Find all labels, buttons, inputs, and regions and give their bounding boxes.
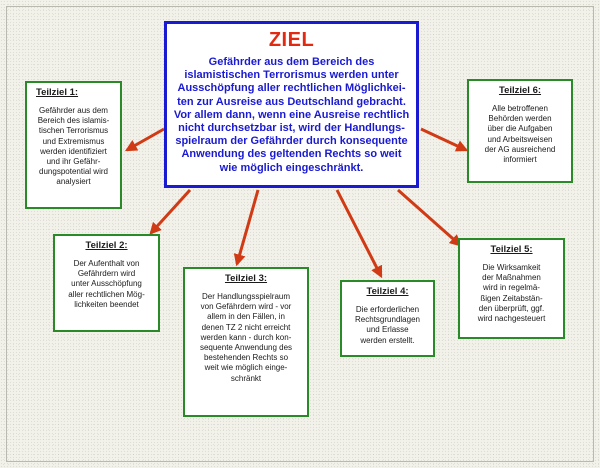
goal-box [164,21,419,188]
teilziel-6-box [467,79,573,183]
goal-line: Ausschöpfung aller rechtlichen Möglichkei- [177,82,406,95]
goal-text [173,56,410,175]
teilziel-5-line: ßigen Zeitabstän- [480,293,543,303]
teilziel-3-line: allem in den Fällen, in [207,312,285,322]
teilziel-2-line: Gefährdern wird [77,269,136,279]
teilziel-1-line: und ihr Gefähr- [46,157,101,167]
teilziel-3-line: Der Handlungsspielraum [201,292,291,301]
teilziel-6-text [475,104,565,165]
arrow-to-teilziel-6 [421,129,466,150]
teilziel-1-line: analysiert [56,177,91,187]
teilziel-3-line: bestehenden Rechts so [203,353,289,363]
teilziel-2-line: Der Aufenthalt von [73,259,140,268]
teilziel-5-text [466,263,557,324]
teilziel-6-line: Behörden werden [488,114,552,124]
teilziel-3-line: denen TZ 2 nicht erreicht [201,322,291,332]
teilziel-2-line: unter Ausschöpfung [71,279,142,289]
arrow-to-teilziel-5 [398,190,460,245]
teilziel-1-text [33,106,114,188]
teilziel-6-heading: Teilziel 6: [498,85,542,96]
teilziel-5-heading: Teilziel 5: [490,244,533,255]
teilziel-2-text [61,259,152,310]
teilziel-6-line: Alle betroffenen [492,104,548,113]
goal-line: spielraum der Gefährder durch konsequente [175,135,408,148]
goal-line: Anwendung des geltenden Rechts so weit [181,148,402,161]
goal-line: wie möglich eingeschränkt. [219,161,364,174]
goal-title: ZIEL [268,29,315,51]
teilziel-1-box [25,81,122,209]
teilziel-5-line: Die Wirksamkeit [482,263,541,272]
teilziel-4-text [348,305,427,346]
teilziel-1-line: werden identifiziert [40,146,107,156]
teilziel-3-heading: Teilziel 3: [224,273,268,284]
teilziel-1-line: Gefährder aus dem [39,106,108,115]
teilziel-5-line: den überprüft, ggf. [478,303,545,313]
teilziel-1-heading: Teilziel 1: [36,87,79,98]
teilziel-3-box [183,267,309,417]
goal-line: Gefährder aus dem Bereich des [208,56,375,68]
goal-line: islamistischen Terrorismus werden unter [184,69,399,82]
teilziel-1-line: dungspotential wird [39,167,108,177]
teilziel-3-line: schränkt [230,373,262,383]
arrow-to-teilziel-2 [151,190,190,233]
teilziel-3-line: werden kann - durch kon- [200,332,292,342]
teilziel-6-line: über die Aufgaben [487,124,553,134]
teilziel-4-line: und Erlasse [366,325,409,335]
teilziel-2-line: aller rechtlichen Mög- [68,289,145,299]
teilziel-3-line: von Gefährdern wird - vor [200,302,292,312]
teilziel-6-line: und Arbeitsweisen [487,134,553,144]
goal-line: nicht durchsetzbar ist, wird der Handlungs- [178,122,405,135]
teilziel-5-line: der Maßnahmen [482,273,541,283]
teilziel-2-line: lichkeiten beendet [74,299,139,309]
teilziel-5-line: wird nachgesteuert [477,314,546,324]
teilziel-3-text [191,292,301,384]
teilziel-6-line: der AG ausreichend [484,144,556,154]
teilziel-4-box [340,280,435,357]
teilziel-3-line: sequente Anwendung des [199,343,293,353]
arrow-to-teilziel-4 [337,190,381,276]
teilziel-6-line: informiert [503,155,537,165]
teilziel-1-line: Bereich des islamis- [37,116,110,126]
teilziel-4-line: werden erstellt. [360,335,415,345]
arrow-to-teilziel-3 [237,190,258,264]
arrow-to-teilziel-1 [127,129,164,150]
teilziel-4-line: Die erforderlichen [355,305,420,314]
goal-line: ten zur Ausreise aus Deutschland gebracht. [177,95,406,108]
teilziel-3-line: weit wie möglich einge- [204,363,288,373]
teilziel-1-line: und Extremismus [42,136,105,146]
teilziel-4-heading: Teilziel 4: [366,286,409,297]
goal-line: Vor allem dann, wenn eine Ausreise rechtlich [173,108,410,121]
teilziel-5-box [458,238,565,339]
teilziel-1-line: tischen Terrorismus [38,126,109,136]
teilziel-2-box [53,234,160,332]
teilziel-4-line: Rechtsgrundlagen [355,315,420,325]
teilziel-5-line: wird in regelmä- [483,283,540,293]
teilziel-2-heading: Teilziel 2: [85,240,128,251]
